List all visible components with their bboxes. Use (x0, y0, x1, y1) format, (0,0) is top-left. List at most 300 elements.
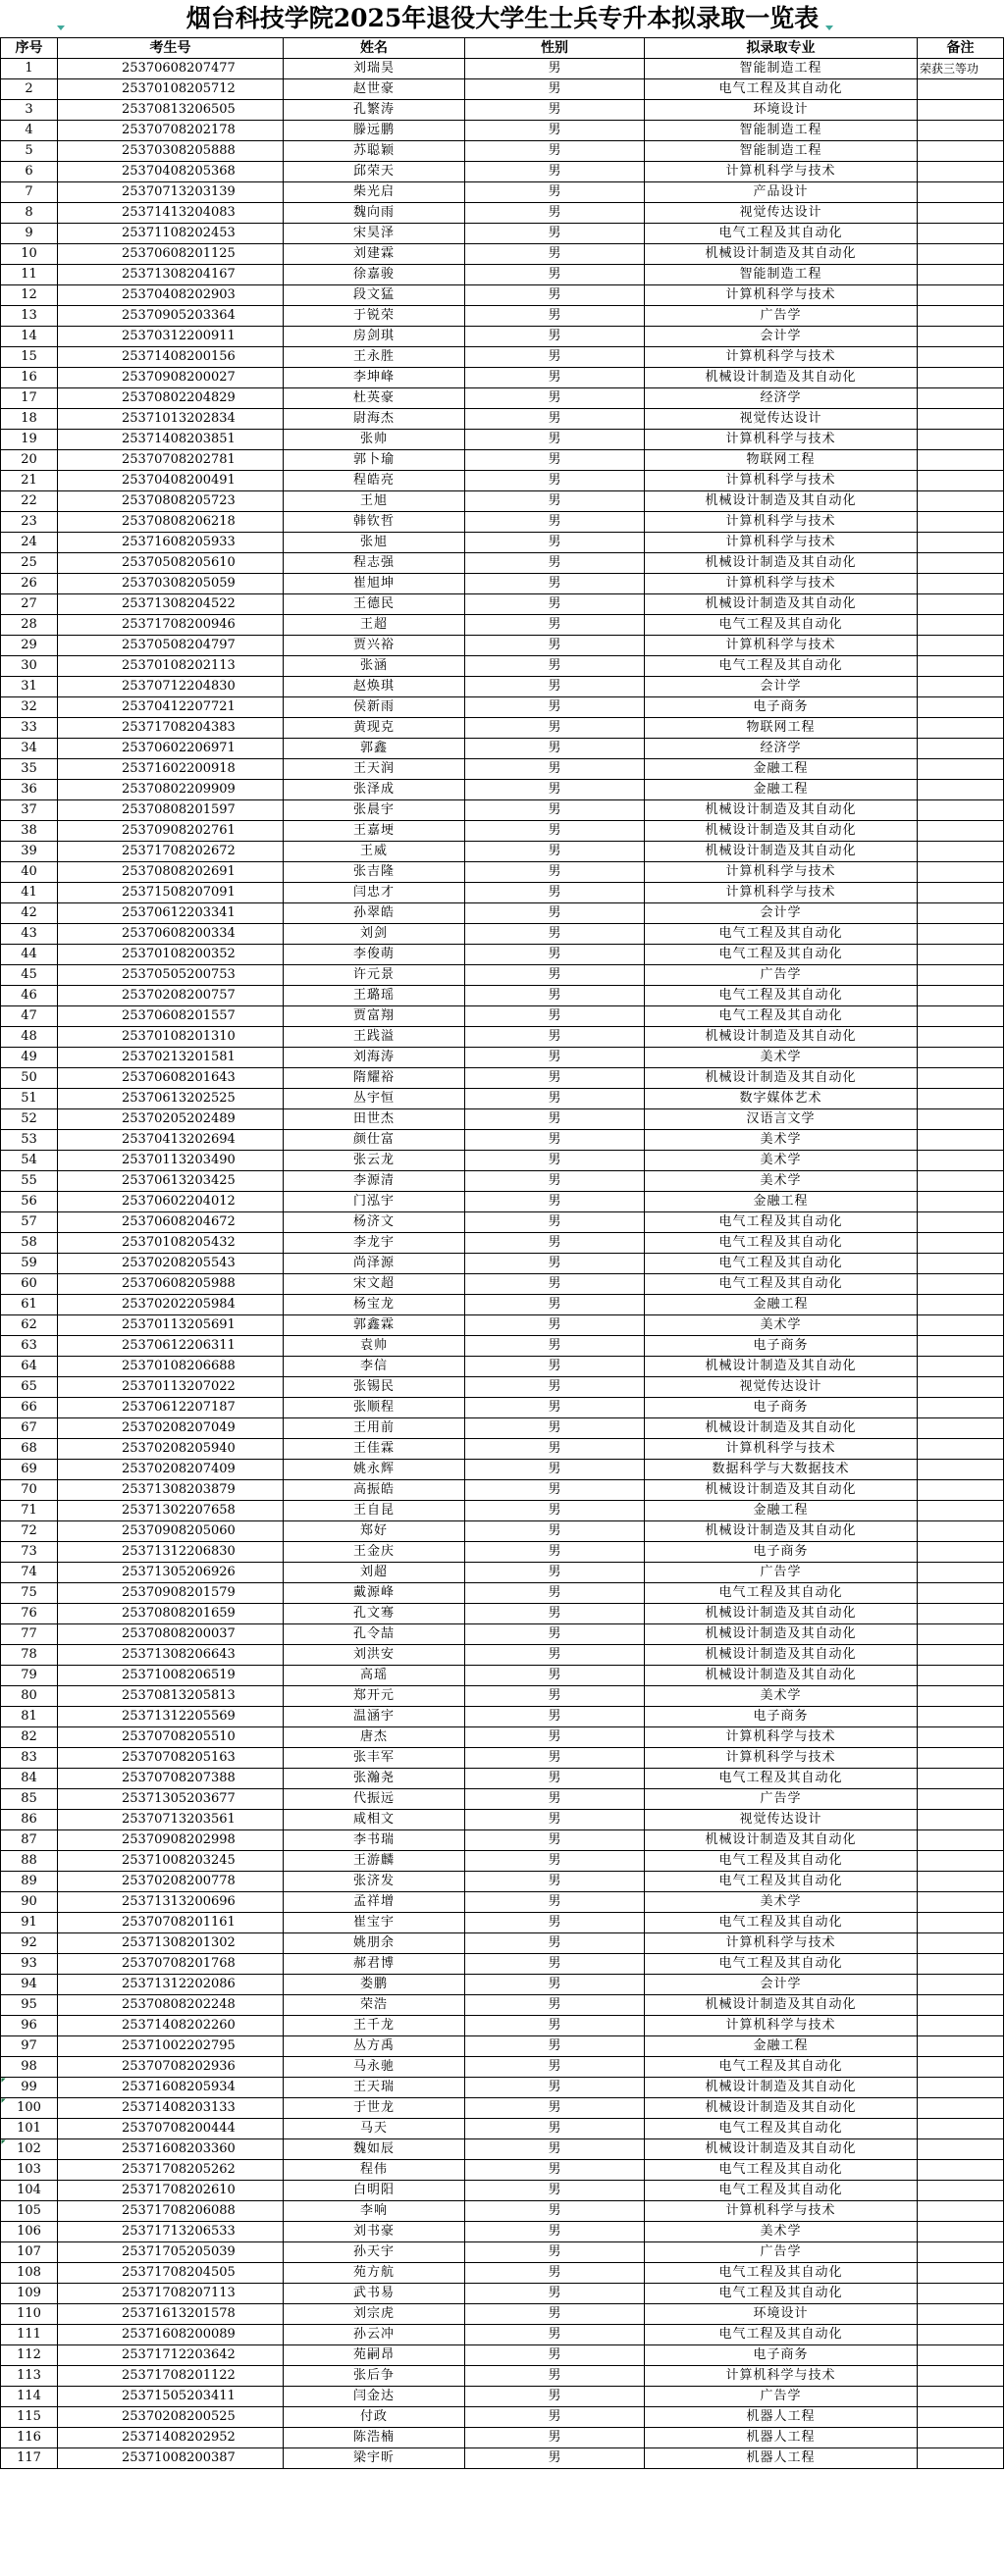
cell-gender: 男 (465, 2036, 645, 2057)
cell-index: 32 (1, 697, 58, 718)
cell-gender: 男 (465, 203, 645, 224)
cell-name: 王天瑞 (284, 2078, 465, 2098)
cell-exam-number: 25370208205940 (58, 1439, 284, 1460)
cell-exam-number: 25371408202952 (58, 2428, 284, 2448)
cell-exam-number: 25370708202936 (58, 2057, 284, 2078)
cell-major: 视觉传达设计 (645, 203, 918, 224)
table-row (1, 79, 1004, 100)
table-row (1, 1933, 1004, 1954)
table-row (1, 1624, 1004, 1645)
cell-exam-number: 25370108205712 (58, 79, 284, 100)
cell-index: 34 (1, 739, 58, 759)
cell-name: 刘建霖 (284, 244, 465, 265)
table-row (1, 986, 1004, 1006)
cell-exam-number: 25370813206505 (58, 100, 284, 121)
table-row (1, 533, 1004, 553)
cell-remark (918, 759, 1004, 780)
cell-major: 机械设计制造及其自动化 (645, 1027, 918, 1048)
cell-index: 68 (1, 1439, 58, 1460)
cell-index: 63 (1, 1336, 58, 1357)
table-header-row (1, 38, 1004, 59)
cell-gender: 男 (465, 945, 645, 965)
cell-exam-number: 25370412207721 (58, 697, 284, 718)
cell-gender: 男 (465, 1171, 645, 1192)
cell-exam-number: 25371313200696 (58, 1892, 284, 1913)
cell-gender: 男 (465, 2448, 645, 2469)
cell-gender: 男 (465, 1789, 645, 1810)
table-row (1, 1707, 1004, 1727)
cell-gender: 男 (465, 821, 645, 842)
cell-name: 田世杰 (284, 1109, 465, 1130)
cell-major: 智能制造工程 (645, 121, 918, 141)
cell-index: 60 (1, 1274, 58, 1295)
cell-remark (918, 2387, 1004, 2407)
cell-major: 计算机科学与技术 (645, 636, 918, 656)
cell-index: 33 (1, 718, 58, 739)
cell-gender: 男 (465, 1192, 645, 1212)
table-row (1, 1171, 1004, 1192)
cell-gender: 男 (465, 1336, 645, 1357)
cell-name: 白明阳 (284, 2181, 465, 2201)
cell-major: 电子商务 (645, 2345, 918, 2366)
cell-remark (918, 533, 1004, 553)
table-row (1, 1975, 1004, 1995)
cell-exam-number: 25370808202248 (58, 1995, 284, 2016)
cell-index: 79 (1, 1666, 58, 1686)
table-row (1, 2160, 1004, 2181)
table-row (1, 1006, 1004, 1027)
cell-exam-number: 25370113205691 (58, 1315, 284, 1336)
cell-index: 76 (1, 1604, 58, 1624)
cell-index: 9 (1, 224, 58, 244)
table-row (1, 739, 1004, 759)
cell-exam-number: 25370613203425 (58, 1171, 284, 1192)
cell-gender: 男 (465, 533, 645, 553)
cell-exam-number: 25370208200757 (58, 986, 284, 1006)
cell-gender: 男 (465, 368, 645, 388)
cell-exam-number: 25370308205059 (58, 574, 284, 594)
table-row (1, 2036, 1004, 2057)
table-row (1, 2098, 1004, 2119)
table-row (1, 327, 1004, 347)
cell-gender: 男 (465, 2366, 645, 2387)
cell-remark (918, 327, 1004, 347)
cell-gender: 男 (465, 1130, 645, 1151)
cell-index: 94 (1, 1975, 58, 1995)
cell-gender: 男 (465, 1645, 645, 1666)
cell-name: 王旭 (284, 491, 465, 512)
cell-major: 机械设计制造及其自动化 (645, 2098, 918, 2119)
cell-name: 郭卜瑜 (284, 450, 465, 471)
cell-index: 52 (1, 1109, 58, 1130)
cell-name: 戴源峰 (284, 1583, 465, 1604)
cell-exam-number: 25371602200918 (58, 759, 284, 780)
cell-gender: 男 (465, 1295, 645, 1315)
table-row (1, 1130, 1004, 1151)
cell-major: 机械设计制造及其自动化 (645, 244, 918, 265)
cell-index: 111 (1, 2325, 58, 2345)
cell-gender: 男 (465, 1460, 645, 1480)
header-remark: 备注 (918, 38, 1004, 59)
header-gender: 性别 (465, 38, 645, 59)
cell-gender: 男 (465, 965, 645, 986)
cell-name: 魏如辰 (284, 2139, 465, 2160)
cell-remark (918, 471, 1004, 491)
cell-exam-number: 25371302207658 (58, 1501, 284, 1521)
cell-gender: 男 (465, 759, 645, 780)
cell-exam-number: 25371508207091 (58, 883, 284, 903)
cell-remark (918, 1851, 1004, 1872)
cell-major: 电气工程及其自动化 (645, 224, 918, 244)
cell-name: 杨济文 (284, 1212, 465, 1233)
cell-gender: 男 (465, 1995, 645, 2016)
cell-name: 郭鑫霖 (284, 1315, 465, 1336)
cell-remark (918, 388, 1004, 409)
cell-exam-number: 25371708205262 (58, 2160, 284, 2181)
cell-index: 82 (1, 1727, 58, 1748)
cell-remark (918, 1295, 1004, 1315)
table-row (1, 1377, 1004, 1398)
cell-exam-number: 25370708202781 (58, 450, 284, 471)
cell-remark (918, 203, 1004, 224)
cell-gender: 男 (465, 1563, 645, 1583)
cell-index: 71 (1, 1501, 58, 1521)
cell-major: 电气工程及其自动化 (645, 1254, 918, 1274)
cell-index: 46 (1, 986, 58, 1006)
cell-name: 陈浩楠 (284, 2428, 465, 2448)
cell-gender: 男 (465, 2057, 645, 2078)
cell-exam-number: 25371708206088 (58, 2201, 284, 2222)
table-row (1, 1048, 1004, 1068)
cell-remark (918, 430, 1004, 450)
table-row (1, 1418, 1004, 1439)
cell-major: 机械设计制造及其自动化 (645, 1995, 918, 2016)
cell-exam-number: 25371708204383 (58, 718, 284, 739)
table-row (1, 121, 1004, 141)
cell-gender: 男 (465, 1975, 645, 1995)
cell-major: 机械设计制造及其自动化 (645, 842, 918, 862)
cell-remark (918, 2057, 1004, 2078)
cell-remark (918, 1027, 1004, 1048)
table-row (1, 1254, 1004, 1274)
cell-remark (918, 1460, 1004, 1480)
cell-gender: 男 (465, 1006, 645, 1027)
cell-gender: 男 (465, 2304, 645, 2325)
table-row (1, 141, 1004, 162)
cell-exam-number: 25370113207022 (58, 1377, 284, 1398)
cell-exam-number: 25370508204797 (58, 636, 284, 656)
cell-exam-number: 25370608201643 (58, 1068, 284, 1089)
cell-remark (918, 1830, 1004, 1851)
cell-name: 程皓亮 (284, 471, 465, 491)
cell-name: 段文猛 (284, 285, 465, 306)
cell-exam-number: 25370612203341 (58, 903, 284, 924)
cell-remark (918, 1315, 1004, 1336)
cell-name: 于世龙 (284, 2098, 465, 2119)
cell-index: 39 (1, 842, 58, 862)
cell-major: 电气工程及其自动化 (645, 2263, 918, 2284)
cell-remark (918, 2222, 1004, 2242)
cell-index: 47 (1, 1006, 58, 1027)
cell-major: 机械设计制造及其自动化 (645, 1480, 918, 1501)
cell-exam-number: 25370608201125 (58, 244, 284, 265)
cell-exam-number: 25371713206533 (58, 2222, 284, 2242)
cell-remark (918, 2325, 1004, 2345)
cell-major: 电气工程及其自动化 (645, 2119, 918, 2139)
cell-major: 计算机科学与技术 (645, 162, 918, 182)
cell-exam-number: 25370708201768 (58, 1954, 284, 1975)
cell-remark (918, 1892, 1004, 1913)
cell-major: 计算机科学与技术 (645, 1933, 918, 1954)
table-row (1, 718, 1004, 739)
cell-name: 刘洪安 (284, 1645, 465, 1666)
cell-major: 物联网工程 (645, 718, 918, 739)
cell-name: 张涵 (284, 656, 465, 677)
cell-gender: 男 (465, 718, 645, 739)
table-row (1, 2119, 1004, 2139)
cell-major: 金融工程 (645, 780, 918, 800)
cell-remark (918, 1233, 1004, 1254)
cell-gender: 男 (465, 265, 645, 285)
cell-exam-number: 25370108201310 (58, 1027, 284, 1048)
cell-remark (918, 1048, 1004, 1068)
table-row (1, 1109, 1004, 1130)
cell-index: 93 (1, 1954, 58, 1975)
cell-index: 115 (1, 2407, 58, 2428)
cell-exam-number: 25370208200778 (58, 1872, 284, 1892)
cell-gender: 男 (465, 512, 645, 533)
cell-index: 61 (1, 1295, 58, 1315)
cell-major: 机器人工程 (645, 2428, 918, 2448)
cell-gender: 男 (465, 244, 645, 265)
cell-gender: 男 (465, 1480, 645, 1501)
cell-major: 计算机科学与技术 (645, 1727, 918, 1748)
cell-remark (918, 2098, 1004, 2119)
cell-name: 邱荣天 (284, 162, 465, 182)
cell-index: 84 (1, 1769, 58, 1789)
cell-major: 机械设计制造及其自动化 (645, 1521, 918, 1542)
cell-major: 产品设计 (645, 182, 918, 203)
table-row (1, 1542, 1004, 1563)
cell-name: 贾兴裕 (284, 636, 465, 656)
table-row (1, 2139, 1004, 2160)
cell-name: 温涵宇 (284, 1707, 465, 1727)
cell-name: 尚泽源 (284, 1254, 465, 1274)
cell-major: 汉语言文学 (645, 1109, 918, 1130)
table-row (1, 883, 1004, 903)
cell-major: 电气工程及其自动化 (645, 1233, 918, 1254)
cell-name: 闫金达 (284, 2387, 465, 2407)
cell-index: 103 (1, 2160, 58, 2181)
cell-name: 崔宝宇 (284, 1913, 465, 1933)
cell-exam-number: 25370708205510 (58, 1727, 284, 1748)
cell-remark (918, 121, 1004, 141)
table-row (1, 903, 1004, 924)
cell-name: 张晨宇 (284, 800, 465, 821)
cell-name: 隋耀裕 (284, 1068, 465, 1089)
cell-remark (918, 1666, 1004, 1686)
cell-gender: 男 (465, 1418, 645, 1439)
cell-gender: 男 (465, 1439, 645, 1460)
cell-index: 44 (1, 945, 58, 965)
cell-remark (918, 1439, 1004, 1460)
page-title: 烟台科技学院2025年退役大学生士兵专升本拟录取一览表 (185, 4, 820, 32)
cell-index: 59 (1, 1254, 58, 1274)
table-row (1, 450, 1004, 471)
cell-name: 李书瑞 (284, 1830, 465, 1851)
cell-index: 98 (1, 2057, 58, 2078)
cell-name: 滕远鹏 (284, 121, 465, 141)
cell-remark (918, 1089, 1004, 1109)
cell-name: 门泓宇 (284, 1192, 465, 1212)
cell-remark (918, 141, 1004, 162)
cell-name: 尉海杰 (284, 409, 465, 430)
cell-gender: 男 (465, 780, 645, 800)
cell-exam-number: 25370508205610 (58, 553, 284, 574)
cell-exam-number: 25371308203879 (58, 1480, 284, 1501)
cell-index: 36 (1, 780, 58, 800)
cell-gender: 男 (465, 306, 645, 327)
table-row (1, 2387, 1004, 2407)
cell-gender: 男 (465, 2016, 645, 2036)
cell-remark (918, 2448, 1004, 2469)
cell-gender: 男 (465, 1377, 645, 1398)
cell-major: 金融工程 (645, 759, 918, 780)
cell-gender: 男 (465, 2119, 645, 2139)
table-row (1, 759, 1004, 780)
cell-index: 117 (1, 2448, 58, 2469)
cell-major: 电气工程及其自动化 (645, 2160, 918, 2181)
cell-major: 电气工程及其自动化 (645, 1769, 918, 1789)
cell-remark (918, 2078, 1004, 2098)
cell-major: 电气工程及其自动化 (645, 945, 918, 965)
cell-index: 20 (1, 450, 58, 471)
cell-name: 袁帅 (284, 1336, 465, 1357)
cell-gender: 男 (465, 1212, 645, 1233)
cell-gender: 男 (465, 1151, 645, 1171)
table-row (1, 1521, 1004, 1542)
cell-index: 27 (1, 594, 58, 615)
cell-index: 108 (1, 2263, 58, 2284)
cell-exam-number: 25370608201557 (58, 1006, 284, 1027)
cell-exam-number: 25370708200444 (58, 2119, 284, 2139)
cell-remark (918, 615, 1004, 636)
table-row (1, 697, 1004, 718)
cell-index: 1 (1, 59, 58, 79)
cell-name: 郑好 (284, 1521, 465, 1542)
cell-gender: 男 (465, 615, 645, 636)
cell-major: 会计学 (645, 1975, 918, 1995)
cell-index: 24 (1, 533, 58, 553)
cell-gender: 男 (465, 450, 645, 471)
table-row (1, 1563, 1004, 1583)
cell-major: 计算机科学与技术 (645, 2016, 918, 2036)
cell-gender: 男 (465, 1109, 645, 1130)
cell-index: 7 (1, 182, 58, 203)
cell-exam-number: 25370713203139 (58, 182, 284, 203)
cell-gender: 男 (465, 677, 645, 697)
table-row (1, 1583, 1004, 1604)
cell-name: 王超 (284, 615, 465, 636)
cell-exam-number: 25371413204083 (58, 203, 284, 224)
cell-gender: 男 (465, 1233, 645, 1254)
cell-gender: 男 (465, 1254, 645, 1274)
table-row (1, 2448, 1004, 2469)
cell-gender: 男 (465, 574, 645, 594)
cell-major: 广告学 (645, 2242, 918, 2263)
cell-exam-number: 25370408205368 (58, 162, 284, 182)
cell-gender: 男 (465, 388, 645, 409)
cell-name: 姚永辉 (284, 1460, 465, 1480)
table-row (1, 203, 1004, 224)
cell-remark (918, 2284, 1004, 2304)
cell-major: 机械设计制造及其自动化 (645, 491, 918, 512)
table-row (1, 471, 1004, 491)
cell-remark (918, 656, 1004, 677)
cell-exam-number: 25371708200946 (58, 615, 284, 636)
cell-major: 电子商务 (645, 697, 918, 718)
cell-remark (918, 1624, 1004, 1645)
cell-remark (918, 1521, 1004, 1542)
table-row (1, 2201, 1004, 2222)
cell-index: 37 (1, 800, 58, 821)
cell-name: 郭鑫 (284, 739, 465, 759)
cell-major: 计算机科学与技术 (645, 574, 918, 594)
cell-name: 贾富翔 (284, 1006, 465, 1027)
cell-remark (918, 2242, 1004, 2263)
cell-gender: 男 (465, 1666, 645, 1686)
cell-remark (918, 1975, 1004, 1995)
table-row (1, 368, 1004, 388)
cell-gender: 男 (465, 1501, 645, 1521)
cell-name: 代振远 (284, 1789, 465, 1810)
table-row (1, 574, 1004, 594)
cell-major: 电气工程及其自动化 (645, 1954, 918, 1975)
cell-index: 90 (1, 1892, 58, 1913)
cell-exam-number: 25370602206971 (58, 739, 284, 759)
cell-remark (918, 821, 1004, 842)
cell-gender: 男 (465, 224, 645, 244)
cell-name: 李俊萌 (284, 945, 465, 965)
cell-major: 广告学 (645, 965, 918, 986)
cell-exam-number: 25370708202178 (58, 121, 284, 141)
table-row (1, 1398, 1004, 1418)
cell-remark (918, 265, 1004, 285)
cell-gender: 男 (465, 800, 645, 821)
cell-major: 计算机科学与技术 (645, 285, 918, 306)
cell-major: 电气工程及其自动化 (645, 986, 918, 1006)
cell-index: 17 (1, 388, 58, 409)
cell-name: 王游麟 (284, 1851, 465, 1872)
cell-index: 42 (1, 903, 58, 924)
table-row (1, 1480, 1004, 1501)
cell-index: 58 (1, 1233, 58, 1254)
cell-remark (918, 1212, 1004, 1233)
cell-major: 电气工程及其自动化 (645, 1583, 918, 1604)
cell-exam-number: 25371608200089 (58, 2325, 284, 2345)
cell-index: 70 (1, 1480, 58, 1501)
cell-exam-number: 25370108206688 (58, 1357, 284, 1377)
cell-gender: 男 (465, 903, 645, 924)
cell-exam-number: 25371008203245 (58, 1851, 284, 1872)
cell-exam-number: 25370408200491 (58, 471, 284, 491)
cell-index: 80 (1, 1686, 58, 1707)
cell-index: 110 (1, 2304, 58, 2325)
cell-major: 电气工程及其自动化 (645, 1274, 918, 1295)
cell-index: 19 (1, 430, 58, 450)
cell-name: 韩钦哲 (284, 512, 465, 533)
cell-major: 会计学 (645, 327, 918, 347)
